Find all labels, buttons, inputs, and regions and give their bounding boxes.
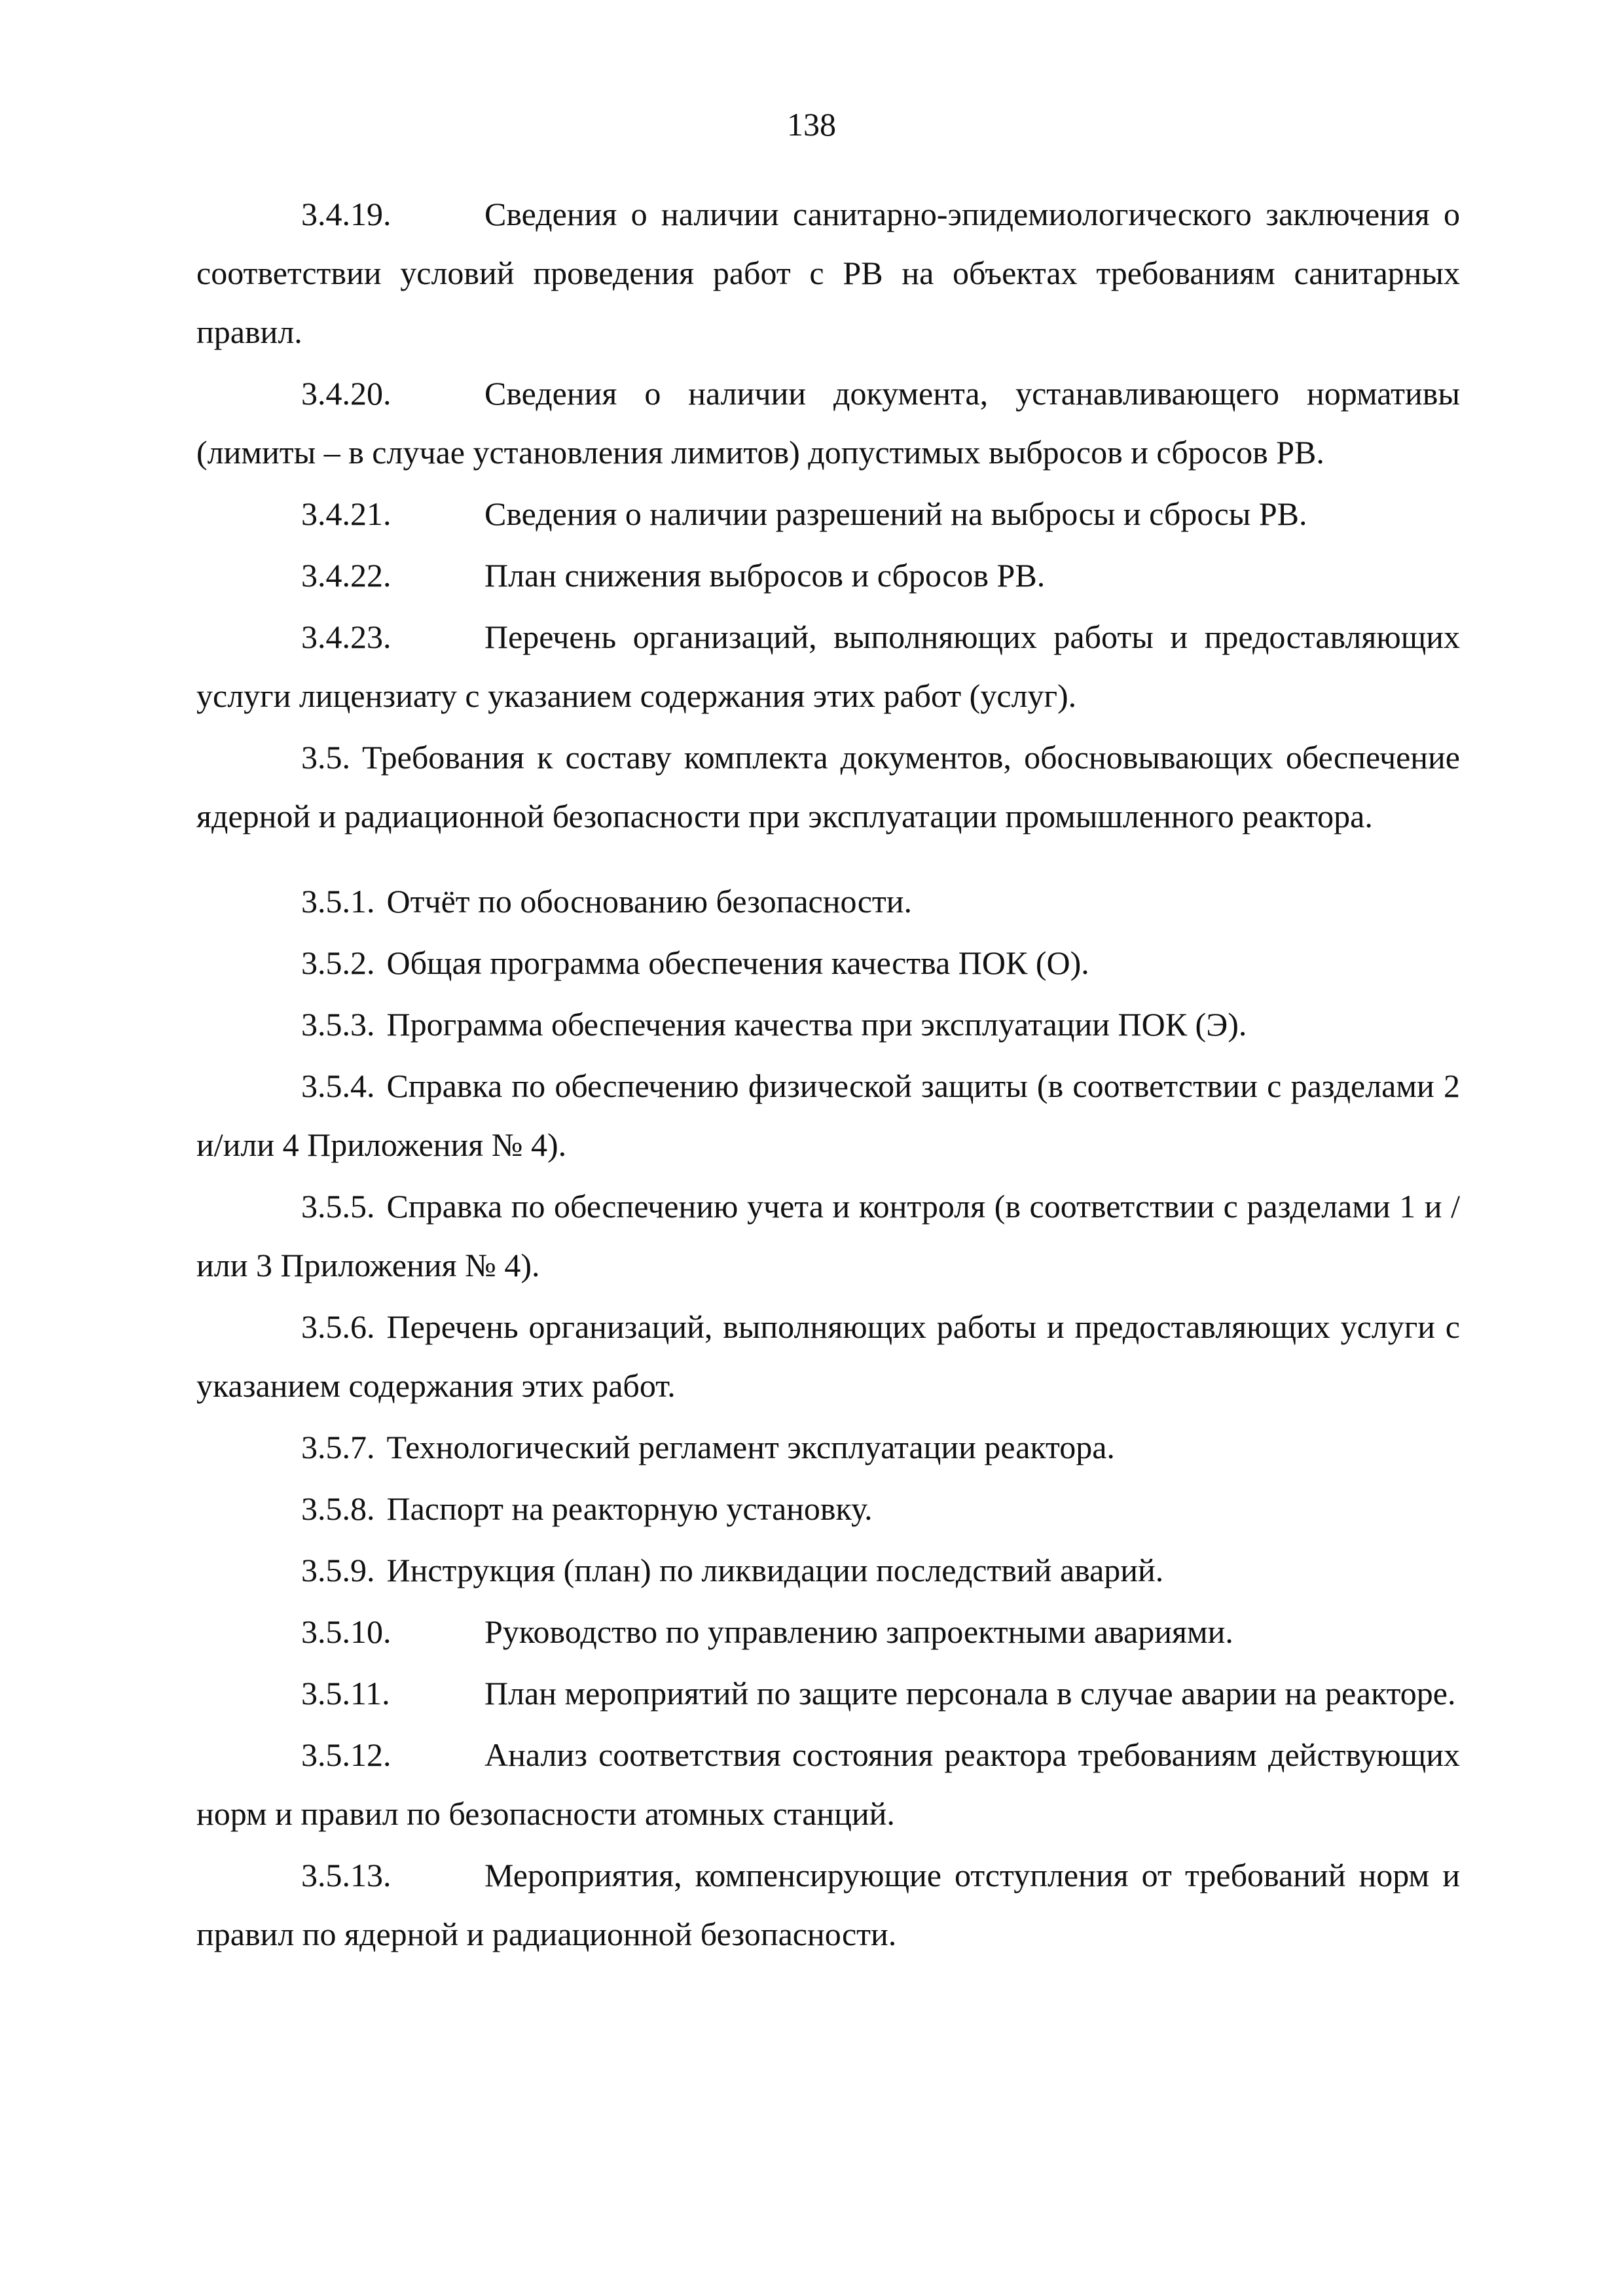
item-number: 3.5.	[301, 739, 350, 776]
item-number: 3.5.12.	[301, 1736, 392, 1773]
list-item	[196, 1056, 1460, 1174]
list-item	[196, 1418, 1460, 1477]
item-text: Справка по обеспечению учета и контроля (в соответствии с разделами 1 и /или 3 Приложения № 4).	[196, 1188, 1460, 1283]
list-item	[196, 1541, 1460, 1600]
item-number: 3.5.2.	[301, 944, 375, 981]
section-heading	[196, 728, 1460, 846]
item-number: 3.5.9.	[301, 1552, 375, 1588]
list-item	[196, 484, 1460, 543]
list-item	[196, 546, 1460, 605]
item-text: Мероприятия, компенсирующие отступления от требований норм и правил по ядерной и радиационной безопасности.	[196, 1857, 1460, 1952]
item-number: 3.4.21.	[301, 495, 392, 532]
item-text: Перечень организаций, выполняющих работы и предоставляющих услуги с указанием содержания этих работ.	[196, 1308, 1460, 1404]
item-text: Сведения о наличии санитарно-эпидемиологического заключения о соответствии условий проведения работ с РВ на объектах требованиям санитарных правил.	[196, 196, 1460, 350]
list-item	[196, 1725, 1460, 1843]
item-text: Технологический регламент эксплуатации реактора.	[386, 1429, 1115, 1465]
item-text: Требования к составу комплекта документов, обосновывающих обеспечение ядерной и радиационной безопасности при эксплуатации промышленного реактора.	[196, 739, 1460, 834]
list-item	[196, 1846, 1460, 1964]
item-number: 3.5.4.	[301, 1067, 375, 1104]
item-number: 3.4.23.	[301, 619, 392, 655]
item-text: Справка по обеспечению физической защиты (в соответствии с разделами 2 и/или 4 Приложения № 4).	[196, 1067, 1460, 1163]
item-number: 3.5.13.	[301, 1857, 392, 1893]
list-item	[196, 1602, 1460, 1661]
item-number: 3.5.5.	[301, 1188, 375, 1225]
item-number: 3.5.6.	[301, 1308, 375, 1345]
item-text: Руководство по управлению запроектными авариями.	[484, 1613, 1233, 1650]
item-text: Общая программа обеспечения качества ПОК (О).	[386, 944, 1089, 981]
item-text: Сведения о наличии разрешений на выбросы и сбросы РВ.	[484, 495, 1307, 532]
item-number: 3.5.10.	[301, 1613, 392, 1650]
list-item	[196, 1479, 1460, 1538]
item-number: 3.5.11.	[301, 1675, 390, 1712]
item-number: 3.5.1.	[301, 883, 375, 920]
list-item	[196, 1297, 1460, 1415]
item-number: 3.4.19.	[301, 196, 392, 232]
document-body	[196, 185, 1460, 1966]
item-text: План снижения выбросов и сбросов РВ.	[484, 557, 1046, 594]
list-item	[196, 607, 1460, 725]
list-item	[196, 933, 1460, 992]
item-text: План мероприятий по защите персонала в случае аварии на реакторе.	[484, 1675, 1456, 1712]
item-text: Программа обеспечения качества при эксплуатации ПОК (Э).	[386, 1006, 1247, 1043]
item-number: 3.4.22.	[301, 557, 392, 594]
list-item	[196, 1177, 1460, 1295]
item-text: Паспорт на реакторную установку.	[386, 1490, 873, 1527]
item-text: Инструкция (план) по ликвидации последствий аварий.	[386, 1552, 1164, 1588]
list-item	[196, 872, 1460, 931]
item-text: Отчёт по обоснованию безопасности.	[386, 883, 913, 920]
item-number: 3.5.3.	[301, 1006, 375, 1043]
page-number: 138	[787, 106, 836, 143]
item-text: Перечень организаций, выполняющих работы и предоставляющих услуги лицензиату с указанием содержания этих работ (услуг).	[196, 619, 1460, 714]
list-item	[196, 364, 1460, 482]
item-text: Сведения о наличии документа, устанавливающего нормативы (лимиты – в случае установления лимитов) допустимых выбросов и сбросов РВ.	[196, 375, 1460, 471]
item-number: 3.4.20.	[301, 375, 392, 412]
list-item	[196, 995, 1460, 1054]
item-number: 3.5.8.	[301, 1490, 375, 1527]
list-item	[196, 1664, 1460, 1723]
item-text: Анализ соответствия состояния реактора требованиям действующих норм и правил по безопасности атомных станций.	[196, 1736, 1460, 1832]
item-number: 3.5.7.	[301, 1429, 375, 1465]
list-item	[196, 185, 1460, 361]
